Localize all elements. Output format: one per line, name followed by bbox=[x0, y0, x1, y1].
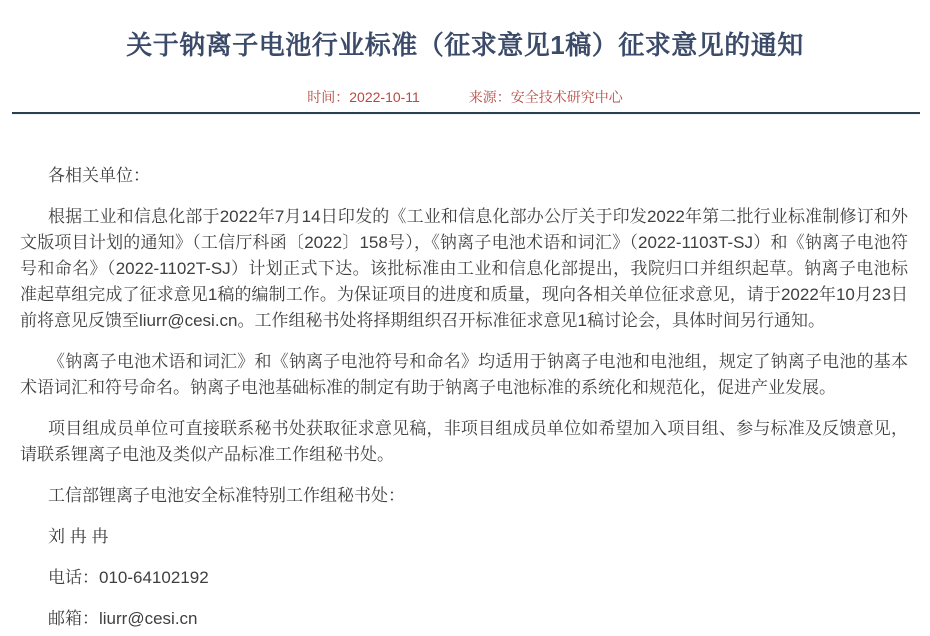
contact-name: 刘 冉 冉 bbox=[48, 527, 109, 546]
meta-time-label: 时间： bbox=[307, 89, 350, 105]
meta-source-label: 来源： bbox=[468, 89, 511, 105]
meta-time bbox=[307, 89, 420, 105]
notice-paragraph-1: 根据工业和信息化部于2022年7月14日印发的《工业和信息化部办公厅关于印发2022年第二批行业标准制修订和外文版项目计划的通知》（工信厅科函〔2022〕158号），《钠离子电池术语和词汇》（2022-1103T-SJ）和《钠离子电池符号和命名》（2022-1102T-SJ）计划正式下达。该批标准由工业和信息化部提出，我院归口并组织起草。钠离子电池标准起草组完成了征求意见1稿的编制工作。为保证项目的进度和质量，现向各相关单位征求意见，请于2022年10月23日前将意见反馈至liurr@cesi.cn。工作组秘书处将择期组织召开标准征求意见1稿讨论会，具体时间另行通知。 bbox=[20, 207, 908, 330]
meta-source bbox=[469, 89, 623, 105]
page-title: 关于钠离子电池行业标准（征求意见1稿）征求意见的通知 bbox=[126, 30, 804, 60]
article-meta bbox=[0, 87, 930, 107]
notice-paragraph-3: 项目组成员单位可直接联系秘书处获取征求意见稿，非项目组成员单位如希望加入项目组、参与标准及反馈意见，请联系锂离子电池及类似产品标准工作组秘书处。 bbox=[20, 419, 908, 464]
article-body bbox=[0, 115, 930, 632]
contact-email: 邮箱：liurr@cesi.cn bbox=[48, 609, 198, 628]
secretariat-line: 工信部锂离子电池安全标准特别工作组秘书处： bbox=[48, 486, 405, 505]
meta-source-value: 安全技术研究中心 bbox=[510, 89, 623, 105]
salutation-paragraph: 各相关单位： bbox=[48, 166, 150, 185]
meta-time-value: 2022-10-11 bbox=[349, 89, 420, 105]
notice-paragraph-2: 《钠离子电池术语和词汇》和《钠离子电池符号和命名》均适用于钠离子电池和电池组，规定了钠离子电池的基本术语词汇和符号命名。钠离子电池基础标准的制定有助于钠离子电池标准的系统化和规范化，促进产业发展。 bbox=[20, 352, 908, 397]
contact-phone: 电话：010-64102192 bbox=[48, 568, 209, 587]
